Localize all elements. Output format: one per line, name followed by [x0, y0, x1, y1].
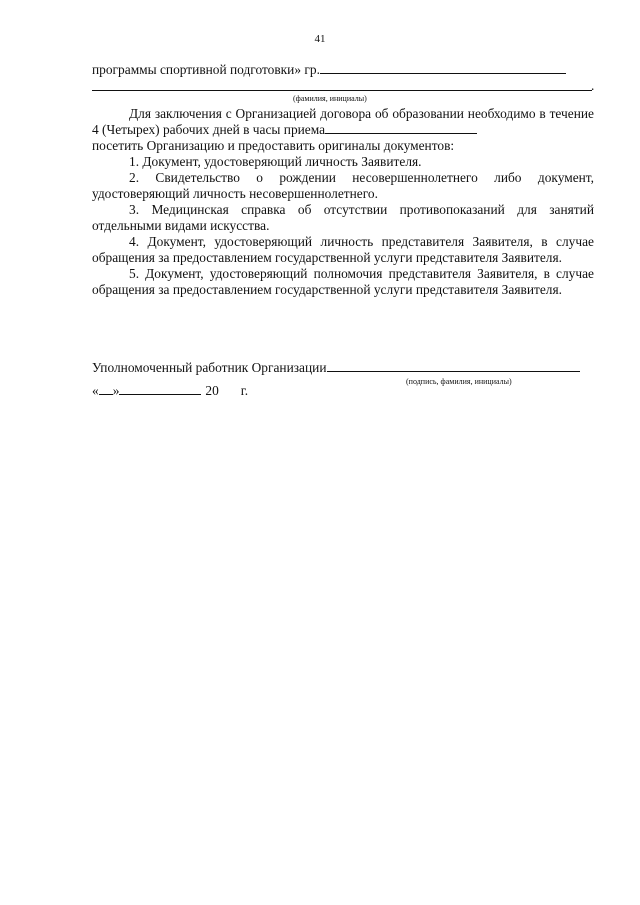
- signature-label: Уполномоченный работник Организации: [92, 360, 327, 375]
- date-year-prefix: 20: [205, 383, 219, 398]
- date-day-blank[interactable]: [99, 383, 113, 395]
- intro-paragraph: [92, 106, 594, 137]
- page-number: 41: [314, 33, 326, 45]
- date-year-suffix: г.: [240, 383, 249, 398]
- athlete-line-text: программы спортивной подготовки» гр.: [92, 62, 320, 77]
- intro-paragraph-end: посетить Организацию и предоставить оригиналы документов:: [92, 138, 455, 153]
- reception-hours-blank[interactable]: [325, 122, 477, 134]
- name-blank-line[interactable]: [92, 90, 592, 91]
- name-caption: (фамилия, инициалы): [293, 94, 367, 103]
- signature-blank[interactable]: [327, 360, 580, 372]
- date-month-blank[interactable]: [119, 383, 201, 395]
- name-blank-end-mark: .: [591, 78, 595, 93]
- date-line: [92, 383, 594, 399]
- signature-line: [92, 360, 594, 376]
- athlete-line: [92, 62, 594, 78]
- document-item-2: 2. Свидетельство о рождении несовершеннолетнего либо документ, удостоверяющий личность несовершеннолетнего.: [92, 170, 594, 201]
- document-item-3: 3. Медицинская справка об отсутствии противопоказаний для занятий отдельными видами искусства.: [92, 202, 594, 233]
- athlete-name-blank[interactable]: [320, 62, 566, 74]
- intro-text-part1: Для заключения с Организацией договора об образовании необходимо в течение 4 (Четырех) рабочих дней в часы приема: [92, 106, 594, 137]
- document-item-5: 5. Документ, удостоверяющий полномочия представителя Заявителя, в случае обращения за предоставлением государственной услуги представителя Заявителя.: [92, 266, 594, 297]
- signature-caption: (подпись, фамилия, инициалы): [406, 377, 512, 386]
- document-item-4: 4. Документ, удостоверяющий личность представителя Заявителя, в случае обращения за предоставлением государственной услуги представителя Заявителя.: [92, 234, 594, 265]
- date-open-quote: «: [92, 383, 99, 398]
- date-close-quote: »: [112, 383, 120, 398]
- document-item-1: 1. Документ, удостоверяющий личность Заявителя.: [129, 154, 422, 169]
